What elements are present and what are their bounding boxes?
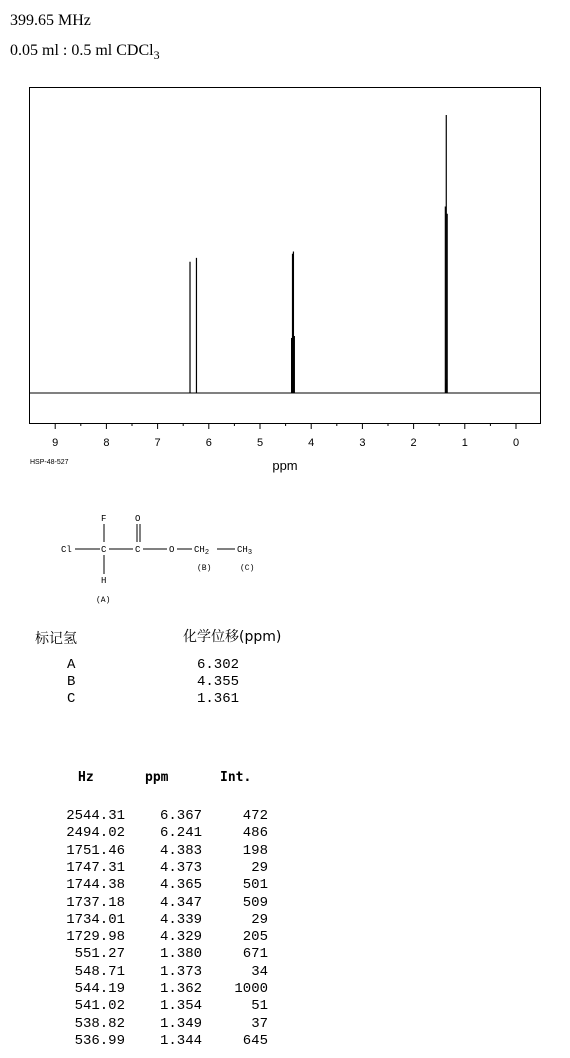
peak-int: 645: [242, 1032, 268, 1049]
peak-int: 29: [251, 859, 268, 876]
x-axis-label: ppm: [272, 458, 298, 473]
peak-header-ppm: ppm: [145, 770, 169, 785]
peak-row: [0, 1016, 300, 1033]
spectrum-code: HSP-48-527: [30, 459, 69, 466]
peak-hz: 1734.01: [66, 911, 125, 928]
peak-int: 509: [242, 894, 268, 911]
atom-f: F: [101, 514, 107, 524]
assignment-shift: 6.302: [197, 657, 240, 673]
x-tick-label: 8: [103, 437, 110, 449]
peak-hz: 1737.18: [66, 894, 125, 911]
peak-ppm: 4.347: [159, 894, 202, 911]
x-tick-label: 4: [308, 437, 315, 449]
peak-row: [0, 860, 300, 877]
peak-hz: 2494.02: [66, 825, 125, 842]
x-tick-label: 0: [512, 437, 520, 449]
molecule-structure: [0, 505, 300, 605]
x-axis-ticks: [52, 423, 519, 449]
peak-int: 472: [242, 808, 268, 824]
peak-row: [0, 895, 300, 912]
peak-ppm: 1.354: [159, 998, 202, 1015]
peak-hz: 1747.31: [66, 859, 125, 876]
atom-c-carbonyl: C: [135, 545, 141, 555]
peak-hz: 551.27: [74, 946, 125, 963]
peak-ppm: 4.329: [159, 929, 202, 946]
peak-header-int: Int.: [220, 770, 252, 785]
assignment-header-shift: 化学位移(ppm): [183, 629, 282, 645]
peak-hz: 2544.31: [66, 808, 125, 824]
peak-row: [0, 912, 300, 929]
peak-int: 51: [251, 998, 268, 1015]
peak-row: [0, 929, 300, 946]
peak-int: 29: [251, 911, 268, 928]
peak-int: 1000: [234, 981, 268, 997]
sample-text: 0.05 ml : 0.5 ml CDCl: [10, 42, 154, 59]
spectrometer-frequency: 399.65 MHz: [10, 12, 91, 29]
atom-ch2: $CH_2$: [194, 545, 210, 557]
peak-int: 37: [251, 1015, 268, 1032]
peak-ppm: 4.373: [159, 859, 202, 876]
plot-frame: [30, 88, 541, 424]
peak-hz: 548.71: [74, 963, 125, 980]
label-a: (A): [96, 596, 111, 605]
x-tick-label: 9: [52, 437, 59, 449]
peak-ppm: 1.344: [159, 1032, 202, 1049]
peak-row: [0, 981, 300, 998]
peak-row: [0, 808, 300, 825]
assignment-header-label: 标记氢: [35, 631, 77, 647]
peak-ppm: 4.365: [159, 877, 202, 894]
peak-row: [0, 1033, 300, 1050]
assignment-label: B: [67, 674, 76, 690]
label-c: (C): [240, 564, 255, 573]
peak-hz: 536.99: [74, 1032, 125, 1049]
assignment-shift: 1.361: [197, 691, 240, 707]
peak-lines: [190, 115, 447, 393]
peak-int: 205: [242, 929, 268, 946]
peak-row: [0, 877, 300, 894]
peak-hz: 1744.38: [66, 877, 125, 894]
peak-row: [0, 825, 300, 842]
assignment-label: A: [67, 657, 76, 673]
peak-hz: 544.19: [74, 981, 125, 997]
nmr-spectrum-chart: [0, 0, 570, 480]
peak-int: 34: [251, 963, 268, 980]
peak-ppm: 6.241: [159, 825, 202, 842]
peak-ppm: 1.373: [159, 963, 202, 980]
peak-ppm: 4.383: [159, 842, 202, 859]
peak-int: 501: [242, 877, 268, 894]
peak-row: [0, 946, 300, 963]
peak-int: 671: [242, 946, 268, 963]
peak-ppm: 1.362: [159, 981, 202, 997]
peak-ppm: 6.367: [159, 808, 202, 824]
x-tick-label: 5: [256, 437, 264, 449]
peak-hz: 1751.46: [66, 842, 125, 859]
x-tick-label: 2: [410, 437, 417, 449]
peak-hz: 1729.98: [66, 929, 125, 946]
assignment-label: C: [67, 691, 76, 707]
peak-row: [0, 998, 300, 1015]
peak-hz: 541.02: [74, 998, 125, 1015]
label-b: (B): [197, 564, 212, 573]
peak-header-hz: Hz: [78, 770, 94, 785]
peak-row: [0, 843, 300, 860]
x-tick-label: 3: [359, 437, 366, 449]
peak-hz: 538.82: [74, 1015, 125, 1032]
x-tick-label: 7: [154, 437, 161, 449]
peak-ppm: 1.349: [159, 1015, 202, 1032]
atom-o-carbonyl: O: [135, 514, 141, 524]
atom-o-ester: O: [169, 545, 175, 555]
atom-h: H: [101, 576, 107, 586]
peak-ppm: 1.380: [159, 946, 202, 963]
atom-ch3: $CH_3$: [237, 545, 253, 557]
x-tick-label: 1: [461, 437, 468, 449]
x-tick-label: 6: [205, 437, 212, 449]
peak-int: 198: [242, 842, 268, 859]
peak-int: 486: [242, 825, 268, 842]
assignment-shift: 4.355: [197, 674, 240, 690]
atom-cl: Cl: [61, 545, 72, 555]
peak-ppm: 4.339: [159, 911, 202, 928]
peak-row: [0, 964, 300, 981]
sample-subscript: 3: [153, 48, 160, 62]
atom-c-alpha: C: [101, 545, 107, 555]
